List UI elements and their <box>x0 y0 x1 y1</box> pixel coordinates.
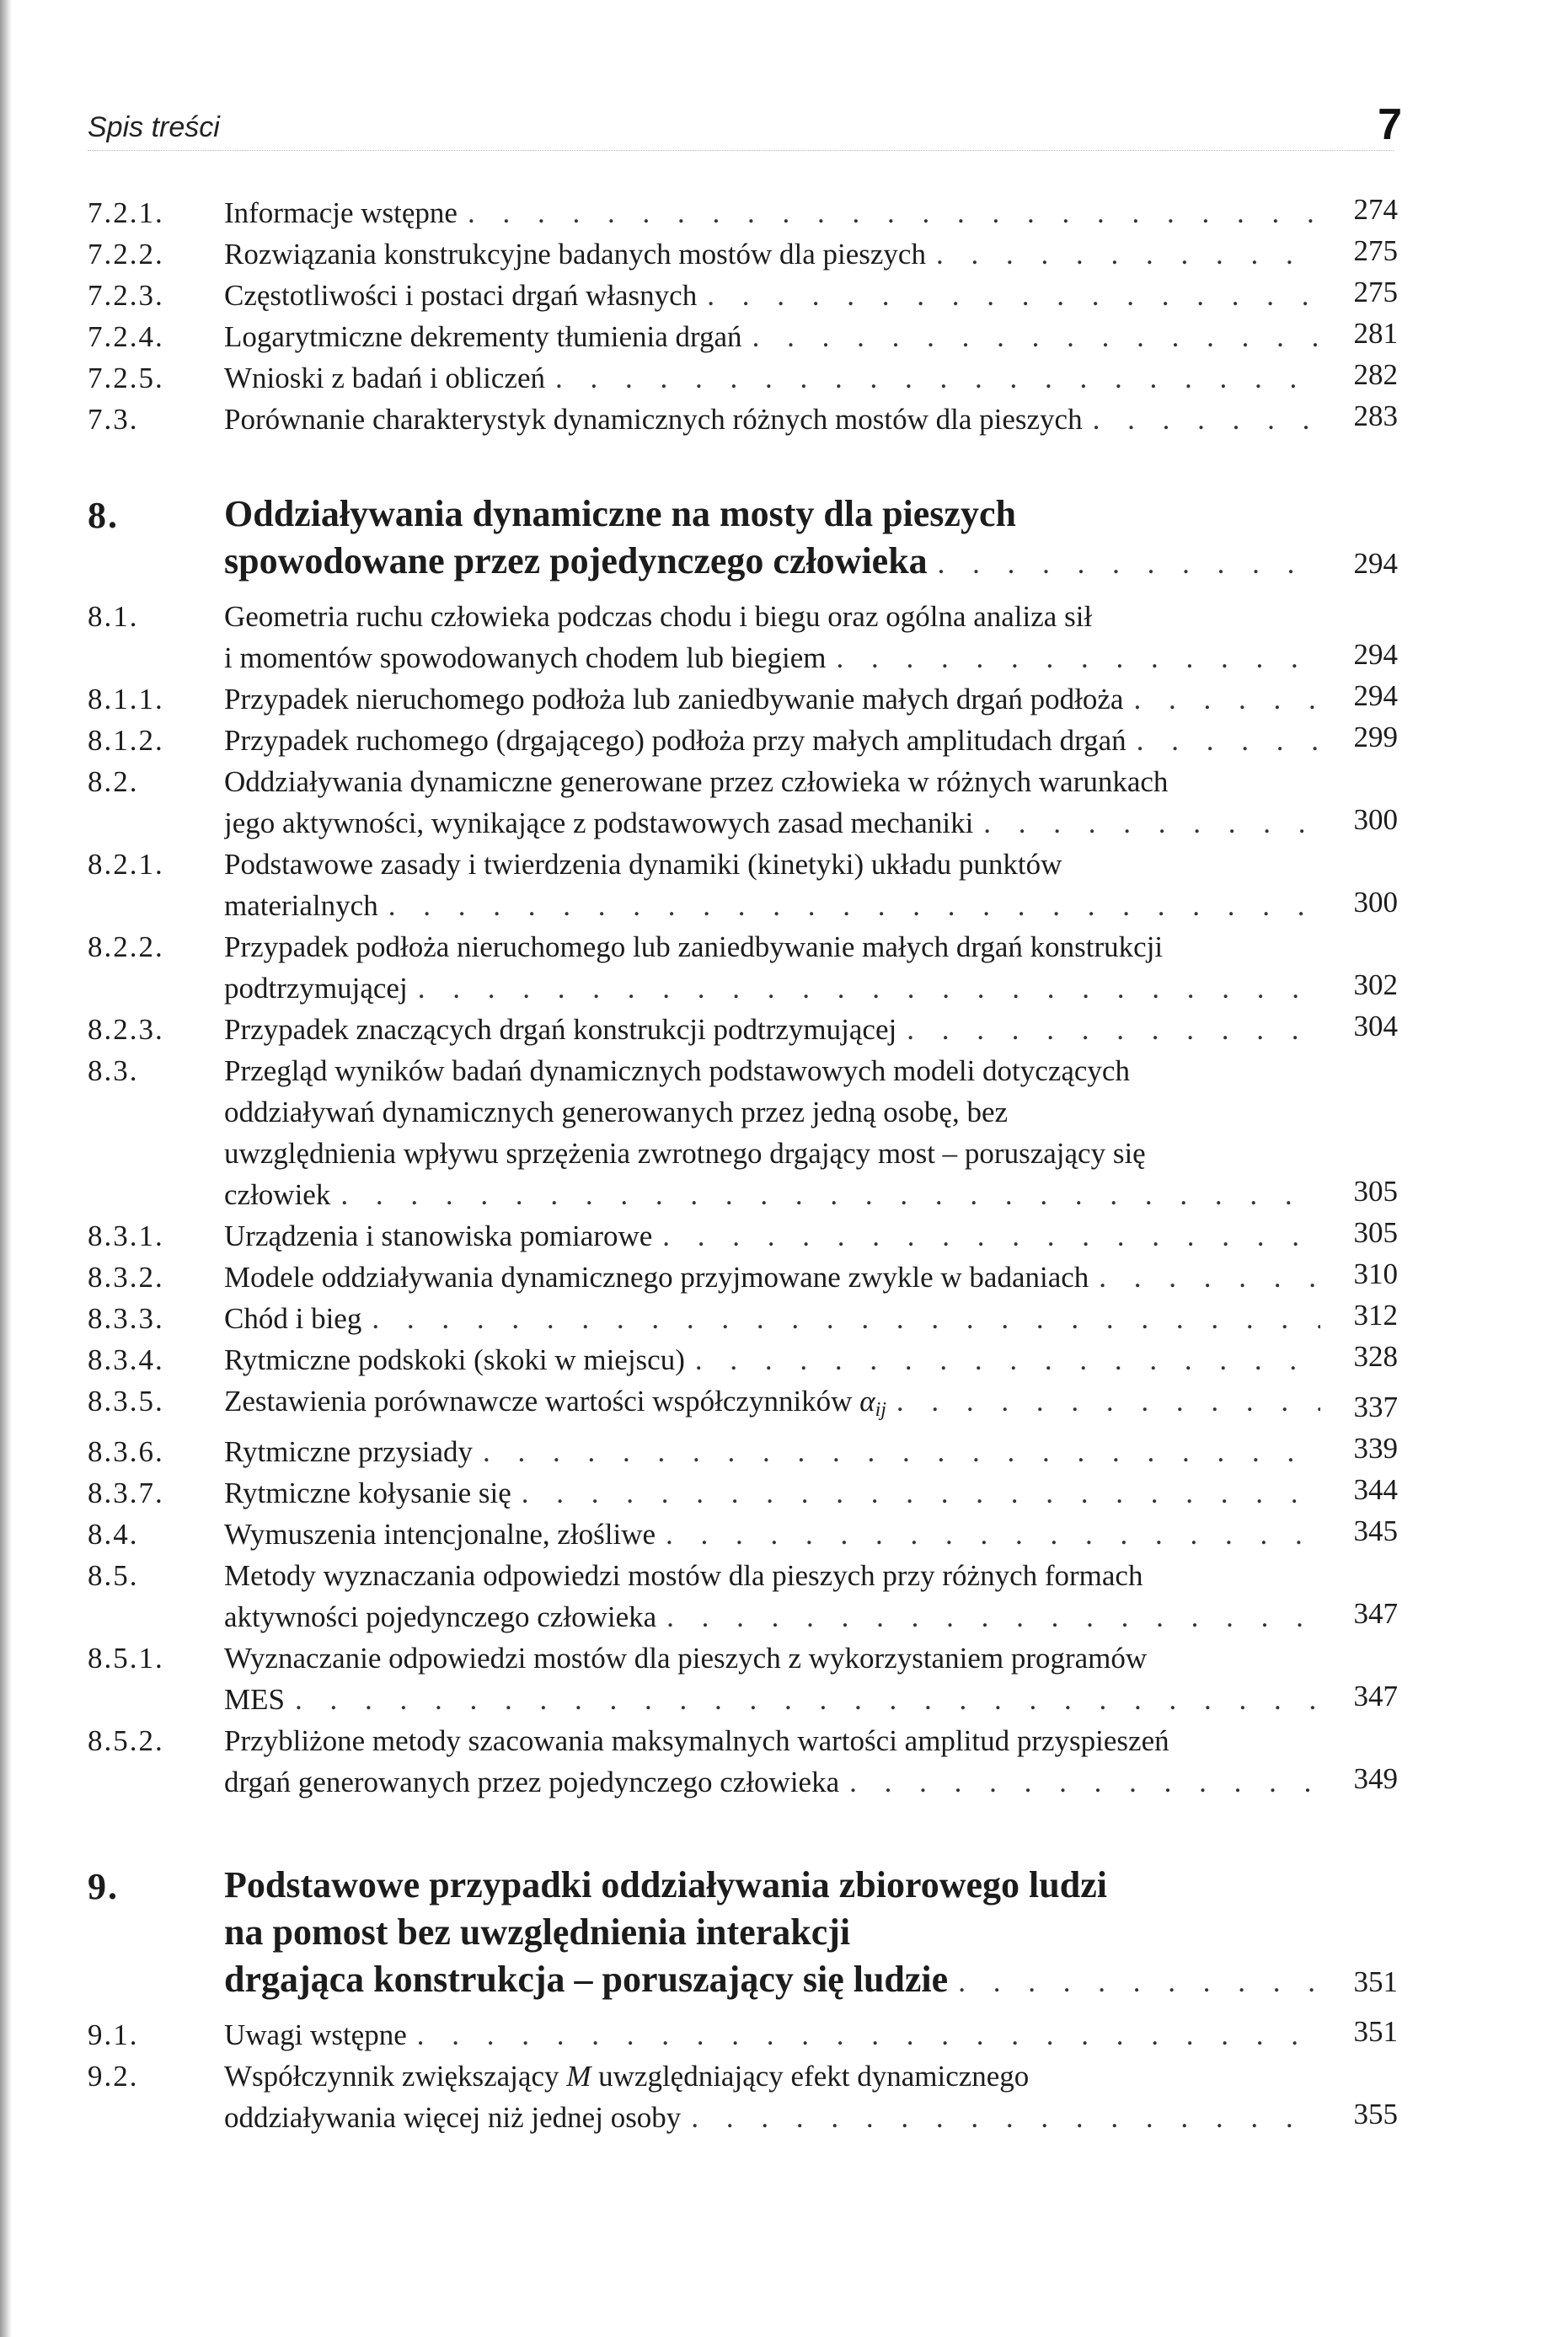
toc-entry-line: Podstawowe przypadki oddziaływania zbiorowego ludzi <box>224 1864 1107 1906</box>
toc-entry-text: Wymuszenia intencjonalne, złośliwe <box>224 1518 656 1551</box>
table-of-contents <box>88 192 1398 2138</box>
toc-entry-line <box>224 885 1320 926</box>
toc-entry-number: 8.3.4. <box>88 1343 164 1376</box>
toc-entry-number: 8.5.2. <box>88 1724 164 1757</box>
toc-entry[interactable] <box>88 844 1398 926</box>
toc-entry-line <box>224 399 1320 440</box>
toc-entry-number: 8.2. <box>88 765 139 798</box>
toc-entry[interactable] <box>88 1339 1398 1380</box>
toc-entry-title <box>224 1638 1320 1720</box>
toc-entry[interactable] <box>88 926 1398 1009</box>
toc-entry[interactable] <box>88 275 1398 316</box>
toc-entry-number: 8.2.1. <box>88 848 164 881</box>
toc-entry-title <box>224 596 1320 678</box>
toc-chapter-number: 9. <box>88 1866 119 1907</box>
toc-entry-line <box>224 1472 1320 1514</box>
running-title: Spis treści <box>88 111 220 143</box>
leader-dots <box>656 1514 1320 1555</box>
toc-entry-text: Informacje wstępne <box>224 196 458 229</box>
leader-dots <box>839 1761 1320 1803</box>
toc-entry-line: Przybliżone metody szacowania maksymalnych wartości amplitud przyspieszeń <box>224 1724 1169 1757</box>
toc-entry-text: i momentów spowodowanych chodem lub biegiem <box>224 641 827 674</box>
toc-entry-number: 8.3.2. <box>88 1261 164 1294</box>
toc-entry-title <box>224 1215 1320 1257</box>
toc-chapter-page: 351 <box>1353 1965 1398 1998</box>
toc-chapter[interactable] <box>88 490 1398 587</box>
toc-entry-number: 7.2.2. <box>88 238 164 271</box>
leader-dots <box>928 540 1320 587</box>
leader-dots <box>681 2097 1320 2138</box>
toc-entry-line: Metody wyznaczania odpowiedzi mostów dla pieszych przy różnych formach <box>224 1559 1143 1592</box>
leader-dots <box>458 192 1320 233</box>
toc-entry-page: 355 <box>1353 2098 1398 2131</box>
toc-entry-number: 8.3.3. <box>88 1302 164 1335</box>
toc-entry-number: 8.2.3. <box>88 1013 164 1046</box>
toc-entry-page: 300 <box>1353 886 1398 919</box>
toc-entry-title <box>224 275 1320 316</box>
toc-entry-title <box>224 1431 1320 1472</box>
toc-chapter-title <box>224 1862 1320 2006</box>
toc-entry[interactable] <box>88 316 1398 357</box>
toc-entry-number: 8.3.6. <box>88 1435 164 1468</box>
toc-entry[interactable] <box>88 1472 1398 1514</box>
toc-entry-line <box>224 233 1320 275</box>
toc-entry-title <box>224 2014 1320 2056</box>
toc-entry-number: 8.3.5. <box>88 1385 164 1418</box>
toc-entry-text <box>224 1380 886 1431</box>
toc-entry-number: 8.5.1. <box>88 1642 164 1675</box>
toc-entry-page: 302 <box>1353 968 1398 1001</box>
toc-entry-page: 347 <box>1353 1597 1398 1630</box>
toc-chapter-title <box>224 490 1320 587</box>
leader-dots <box>407 2014 1320 2056</box>
toc-entry-line <box>224 275 1320 316</box>
toc-entry-number: 8.5. <box>88 1559 139 1592</box>
toc-entry-line: Podstawowe zasady i twierdzenia dynamiki (kinetyki) układu punktów <box>224 848 1062 881</box>
toc-entry-title <box>224 1257 1320 1298</box>
toc-entry-line <box>224 2014 1320 2056</box>
leader-dots <box>926 233 1320 275</box>
toc-entry-title <box>224 1555 1320 1638</box>
toc-entry-text: Porównanie charakterystyk dynamicznych różnych mostów dla pieszych <box>224 403 1083 436</box>
toc-entry-line <box>224 1257 1320 1298</box>
toc-entry-number: 8.1.2. <box>88 724 164 757</box>
toc-entry-text: spowodowane przez pojedynczego człowieka <box>224 540 928 582</box>
toc-entry-text: Rytmiczne podskoki (skoki w miejscu) <box>224 1343 685 1376</box>
toc-entry[interactable] <box>88 2056 1398 2138</box>
toc-entry-title <box>224 720 1320 761</box>
toc-entry-line <box>224 1761 1320 1803</box>
toc-entry-line: na pomost bez uwzględnienia interakcji <box>224 1911 851 1953</box>
toc-entry-number: 7.2.1. <box>88 196 164 229</box>
toc-entry-page: 305 <box>1353 1175 1398 1208</box>
toc-entry-text: drgań generowanych przez pojedynczego człowieka <box>224 1766 840 1798</box>
leader-dots <box>652 1215 1320 1257</box>
toc-entry-line <box>224 637 1320 678</box>
toc-entry-page: 281 <box>1353 317 1398 350</box>
toc-entry[interactable] <box>88 761 1398 844</box>
m-symbol: M <box>566 2060 591 2093</box>
toc-entry-line <box>224 1339 1320 1380</box>
leader-dots <box>656 1596 1320 1638</box>
toc-entry-title <box>224 678 1320 720</box>
running-header <box>88 99 1402 151</box>
leader-dots <box>826 637 1320 678</box>
toc-entry-line <box>224 1514 1320 1555</box>
toc-entry-page: 305 <box>1353 1216 1398 1249</box>
leader-dots <box>1089 1257 1320 1298</box>
toc-entry-page: 299 <box>1353 721 1398 753</box>
toc-entry-line <box>224 357 1320 399</box>
toc-entry-text: Rozwiązania konstrukcyjne badanych mostów dla pieszych <box>224 238 926 271</box>
toc-entry-title <box>224 192 1320 233</box>
toc-entry[interactable] <box>88 1380 1398 1431</box>
toc-entry[interactable] <box>88 1050 1398 1215</box>
leader-dots <box>886 1380 1320 1422</box>
toc-entry-title <box>224 1514 1320 1555</box>
leader-dots <box>330 1174 1320 1215</box>
toc-entry-line <box>224 2097 1320 2138</box>
toc-entry-line: oddziaływań dynamicznych generowanych przez jedną osobę, bez <box>224 1096 1009 1128</box>
toc-entry-page: 275 <box>1353 234 1398 267</box>
toc-entry-line <box>224 316 1320 357</box>
toc-entry-text: Modele oddziaływania dynamicznego przyjmowane zwykle w badaniach <box>224 1261 1089 1294</box>
toc-entry[interactable] <box>88 1009 1398 1050</box>
toc-entry-page: 282 <box>1353 358 1398 391</box>
toc-entry[interactable] <box>88 1555 1398 1638</box>
toc-entry-line <box>224 802 1320 844</box>
toc-chapter-page: 294 <box>1353 547 1398 580</box>
toc-group-7 <box>88 192 1398 440</box>
leader-dots <box>378 885 1320 926</box>
toc-entry[interactable] <box>88 1298 1398 1339</box>
leader-dots <box>511 1472 1320 1514</box>
toc-entry[interactable] <box>88 399 1398 440</box>
toc-entry-page: 294 <box>1353 638 1398 671</box>
toc-entry-page: 312 <box>1353 1299 1398 1332</box>
toc-entry-page: 283 <box>1353 399 1398 432</box>
leader-dots <box>1083 399 1320 440</box>
toc-entry-page: 275 <box>1353 276 1398 308</box>
toc-entry-number: 8.1.1. <box>88 683 164 716</box>
toc-entry-number: 7.2.4. <box>88 320 164 353</box>
alpha-symbol: α <box>859 1385 875 1418</box>
toc-entry-page: 310 <box>1353 1257 1398 1290</box>
toc-entry-number: 9.2. <box>88 2060 139 2093</box>
toc-entry-title <box>224 1298 1320 1339</box>
toc-entry-number: 8.3. <box>88 1054 139 1087</box>
toc-entry-number: 7.3. <box>88 403 139 436</box>
toc-group-9 <box>88 2014 1398 2056</box>
leader-dots <box>285 1679 1320 1720</box>
toc-entry-title <box>224 1050 1320 1215</box>
leader-dots <box>1123 678 1320 720</box>
toc-entry-text: aktywności pojedynczego człowieka <box>224 1600 657 1633</box>
toc-chapter-number: 8. <box>88 495 119 536</box>
leader-dots <box>408 967 1320 1009</box>
toc-entry-text: Rytmiczne przysiady <box>224 1435 474 1468</box>
toc-entry-title <box>224 844 1320 926</box>
toc-entry-title <box>224 316 1320 357</box>
toc-entry-text: materialnych <box>224 889 378 922</box>
toc-entry-title <box>224 1009 1320 1050</box>
toc-entry-text: Chód i bieg <box>224 1302 362 1335</box>
toc-entry-page: 300 <box>1353 803 1398 836</box>
toc-entry-title <box>224 1720 1320 1803</box>
toc-entry-title <box>224 2056 1320 2138</box>
toc-entry-line <box>224 720 1320 761</box>
toc-entry[interactable] <box>88 192 1398 233</box>
toc-entry-text: Rytmiczne kołysanie się <box>224 1477 511 1509</box>
toc-entry-page: 351 <box>1353 2015 1398 2048</box>
toc-entry-text: Urządzenia i stanowiska pomiarowe <box>224 1219 653 1252</box>
toc-entry-title <box>224 399 1320 440</box>
toc-entry-title <box>224 761 1320 844</box>
toc-entry-number: 8.2.2. <box>88 930 164 963</box>
toc-entry-page: 347 <box>1353 1680 1398 1713</box>
toc-entry-line: Wyznaczanie odpowiedzi mostów dla pieszych z wykorzystaniem programów <box>224 1642 1148 1675</box>
leader-dots <box>697 275 1320 316</box>
toc-entry-text: drgająca konstrukcja – poruszający się ludzie <box>224 1959 949 2000</box>
toc-entry-page: 339 <box>1353 1432 1398 1465</box>
toc-group-8b <box>88 1431 1398 1803</box>
toc-entry-line: uwzględnienia wpływu sprzężenia zwrotnego drgający most – poruszający się <box>224 1137 1146 1170</box>
leader-dots <box>742 316 1320 357</box>
leader-dots <box>685 1339 1320 1380</box>
toc-entry-text-part: Zestawienia porównawcze wartości współczynników <box>224 1385 860 1418</box>
toc-entry-line: Geometria ruchu człowieka podczas chodu i biegu oraz ogólna analiza sił <box>224 600 1093 633</box>
toc-entry-title <box>224 357 1320 399</box>
toc-entry-text: Przypadek znaczących drgań konstrukcji podtrzymującej <box>224 1013 897 1046</box>
toc-entry[interactable] <box>88 596 1398 678</box>
toc-entry-line <box>224 1679 1320 1720</box>
toc-entry-text: Uwagi wstępne <box>224 2018 407 2051</box>
toc-entry-line <box>224 678 1320 720</box>
leader-dots <box>948 1959 1320 2006</box>
toc-entry-title <box>224 926 1320 1009</box>
toc-entry-number: 8.4. <box>88 1518 139 1551</box>
toc-entry-text: podtrzymującej <box>224 972 408 1005</box>
toc-entry-line: Oddziaływania dynamiczne na mosty dla pieszych <box>224 493 1016 534</box>
page-number: 7 <box>1378 100 1402 149</box>
toc-chapter-9-container <box>88 1862 1398 2006</box>
toc-entry-page: 304 <box>1353 1010 1398 1043</box>
toc-entry-line <box>224 1298 1320 1339</box>
toc-group-8a <box>88 596 1398 1380</box>
toc-entry[interactable] <box>88 1514 1398 1555</box>
toc-entry-line <box>224 1956 1320 2006</box>
toc-entry-text: MES <box>224 1683 285 1716</box>
toc-entry-line <box>224 538 1320 587</box>
toc-entry-page: 349 <box>1353 1762 1398 1795</box>
toc-entry-line: Przypadek podłoża nieruchomego lub zaniedbywanie małych drgań konstrukcji <box>224 930 1164 963</box>
toc-entry-number: 7.2.5. <box>88 362 164 394</box>
toc-entry-text: jego aktywności, wynikające z podstawowych zasad mechaniki <box>224 807 974 839</box>
toc-entry-text: Logarytmiczne dekrementy tłumienia drgań <box>224 320 742 353</box>
leader-dots <box>896 1009 1320 1050</box>
toc-entry-text: Przypadek ruchomego (drgającego) podłoża przy małych amplitudach drgań <box>224 724 1126 757</box>
toc-entry-text: Częstotliwości i postaci drgań własnych <box>224 279 698 312</box>
toc-entry-page: 345 <box>1353 1514 1398 1547</box>
toc-entry[interactable] <box>88 1431 1398 1472</box>
toc-entry[interactable] <box>88 678 1398 720</box>
toc-entry-page: 344 <box>1353 1473 1398 1506</box>
toc-entry[interactable] <box>88 2014 1398 2056</box>
toc-entry-text-part: Współczynnik zwiększający <box>224 2060 567 2093</box>
toc-entry[interactable] <box>88 357 1398 399</box>
leader-dots <box>973 802 1320 844</box>
toc-entry-number: 9.1. <box>88 2018 139 2051</box>
toc-entry-number: 8.3.7. <box>88 1477 164 1509</box>
toc-entry-line <box>224 1431 1320 1472</box>
toc-entry[interactable] <box>88 1215 1398 1257</box>
toc-entry-page: 328 <box>1353 1340 1398 1373</box>
toc-entry[interactable] <box>88 1257 1398 1298</box>
toc-entry-line <box>224 192 1320 233</box>
toc-entry[interactable] <box>88 1638 1398 1720</box>
toc-entry-number: 8.1. <box>88 600 139 633</box>
toc-entry-page: 337 <box>1353 1391 1398 1423</box>
toc-entry-line <box>224 1174 1320 1215</box>
leader-dots <box>1126 720 1320 761</box>
toc-entry-number: 8.3.1. <box>88 1219 164 1252</box>
toc-entry-line <box>224 1009 1320 1050</box>
page-edge-shadow <box>0 0 12 2337</box>
toc-entry-text: oddziaływania więcej niż jednej osoby <box>224 2101 682 2134</box>
leader-dots <box>361 1298 1320 1339</box>
toc-entry-line <box>224 1215 1320 1257</box>
toc-entry-line: Oddziaływania dynamiczne generowane przez człowieka w różnych warunkach <box>224 765 1169 798</box>
toc-entry-text: Wnioski z badań i obliczeń <box>224 362 545 394</box>
toc-entry-line: Przegląd wyników badań dynamicznych podstawowych modeli dotyczących <box>224 1054 1130 1087</box>
toc-entry[interactable] <box>88 233 1398 275</box>
toc-entry-line <box>224 967 1320 1009</box>
toc-entry-line <box>224 1596 1320 1638</box>
toc-chapter[interactable] <box>88 1862 1398 2006</box>
leader-dots <box>545 357 1320 399</box>
toc-entry-number: 7.2.3. <box>88 279 164 312</box>
leader-dots <box>473 1431 1320 1472</box>
toc-entry-title <box>224 1472 1320 1514</box>
toc-entry-page: 274 <box>1353 193 1398 226</box>
toc-entry-title <box>224 1380 1320 1431</box>
toc-entry-text: Przypadek nieruchomego podłoża lub zaniedbywanie małych drgań podłoża <box>224 683 1124 716</box>
alpha-subscript: ij <box>875 1399 886 1421</box>
toc-entry-title <box>224 1339 1320 1380</box>
toc-entry-text: człowiek <box>224 1178 331 1211</box>
toc-entry[interactable] <box>88 1720 1398 1803</box>
toc-chapter-8-container <box>88 490 1398 587</box>
toc-entry-line <box>224 2056 1320 2097</box>
toc-entry[interactable] <box>88 720 1398 761</box>
toc-entry-title <box>224 233 1320 275</box>
toc-entry-line <box>224 1380 1320 1431</box>
toc-entry-text-part: uwzględniający efekt dynamicznego <box>591 2060 1030 2093</box>
toc-entry-page: 294 <box>1353 679 1398 712</box>
